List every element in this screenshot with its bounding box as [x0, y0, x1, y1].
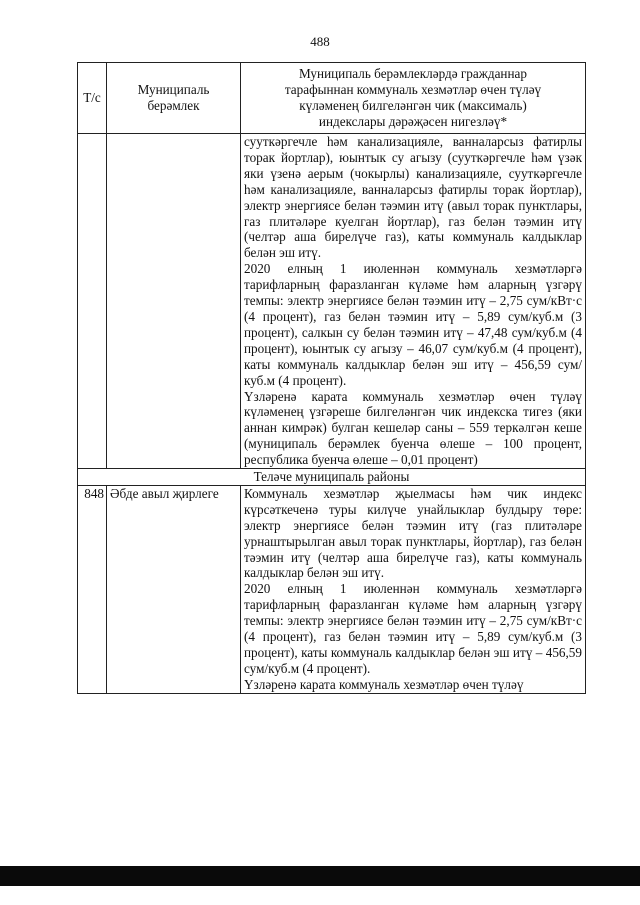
paragraph: 2020 елның 1 июленнән коммуналь хезмәтләргә тарифларның фаразланган күләме һәм аларның үзгәрү темпы: электр энергиясе белән тәэмин итү – 2,75 сум/кВт·с (4 процент), газ белән тәэмин итү – 5,89 сум/куб.м (3 процент), салкын су белән тәэмин итү – 47,48 сум/куб.м (4 процент), юынтык су агызу – 46,07 сум/куб.м (4 процент), каты коммуналь калдыклар белән эш итү – 456,59 сум/куб.м (4 процент).: [244, 261, 582, 388]
header-justification: Муниципаль берәмлекләрдә гражданнар тарафыннан коммуналь хезмәтләр өчен түләү күләменең билгеләнгән чик (максималь) индекслары дәрәҗәсен нигезләү*: [241, 63, 586, 134]
header-municipality: Муниципаль берәмлек: [107, 63, 241, 134]
table-row-continued: [78, 134, 586, 469]
paragraph: 2020 елның 1 июленнән коммуналь хезмәтләргә тарифларның фаразланган күләме һәм аларның үзгәрү темпы: электр энергиясе белән тәэмин итү – 2,75 сум/кВт·с (4 процент), газ белән тәэмин итү – 5,89 сум/куб.м (3 процент), каты коммуналь калдыклар белән эш итү – 456,59 сум/куб.м (4 процент).: [244, 581, 582, 676]
header-number: Т/с: [78, 63, 107, 134]
tariff-table: [77, 62, 586, 694]
table-row: [78, 485, 586, 693]
row-municipality-name: Әбде авыл җирлеге: [107, 485, 241, 693]
paragraph: сууткәргечле һәм канализацияле, ванналарсыз фатирлы торак йортлар), юынтык су агызу (сууткәргечле һәм үзәк яки үзенә аерым (чокырлы) канализацияле, сууткәргечле һәм канализацияле, ванналарсыз фатирлы торак йортлар), электр энергиясе белән тәэмин итү (авыл торак пунктлары, газ плитәләре куелган йортлар), газ белән тәэмин итү (челтәр аша бирелүче газ), каты коммуналь калдыклар белән эш итү.: [244, 134, 582, 261]
paragraph: Үзләренә карата коммуналь хезмәтләр өчен түләү күләменең үзгәреше билгеләнгән чик индекска тигез (яки аннан кимрәк) булган кешеләр саны – 559 теркәлгән кеше (муниципаль берәмлек буенча өлеше – 100 процент, республика буенча өлеше – 0,01 процент): [244, 388, 582, 468]
section-title: Теләче муниципаль районы: [78, 469, 586, 486]
scan-edge-bar: [0, 866, 640, 886]
cell-justification: [241, 485, 586, 693]
row-number: 848: [78, 485, 107, 693]
cell-name-empty: [107, 134, 241, 469]
table-header-row: [78, 63, 586, 134]
page-number: 488: [310, 34, 330, 49]
paragraph: Үзләренә карата коммуналь хезмәтләр өчен түләү: [244, 676, 524, 692]
section-row: [78, 469, 586, 486]
cell-justification: [241, 134, 586, 469]
paragraph: Коммуналь хезмәтләр җыелмасы һәм чик индекс күрсәткеченә туры килүче унайлыклар булдыру төре: электр энергиясе белән тәэмин итү (газ плитәләре урнаштырылган авыл торак пунктлары, йортлар), газ белән тәэмин итү (челтәр аша бирелүче газ), каты коммуналь калдыклар белән эш итү.: [244, 485, 582, 581]
cell-number-empty: [78, 134, 107, 469]
